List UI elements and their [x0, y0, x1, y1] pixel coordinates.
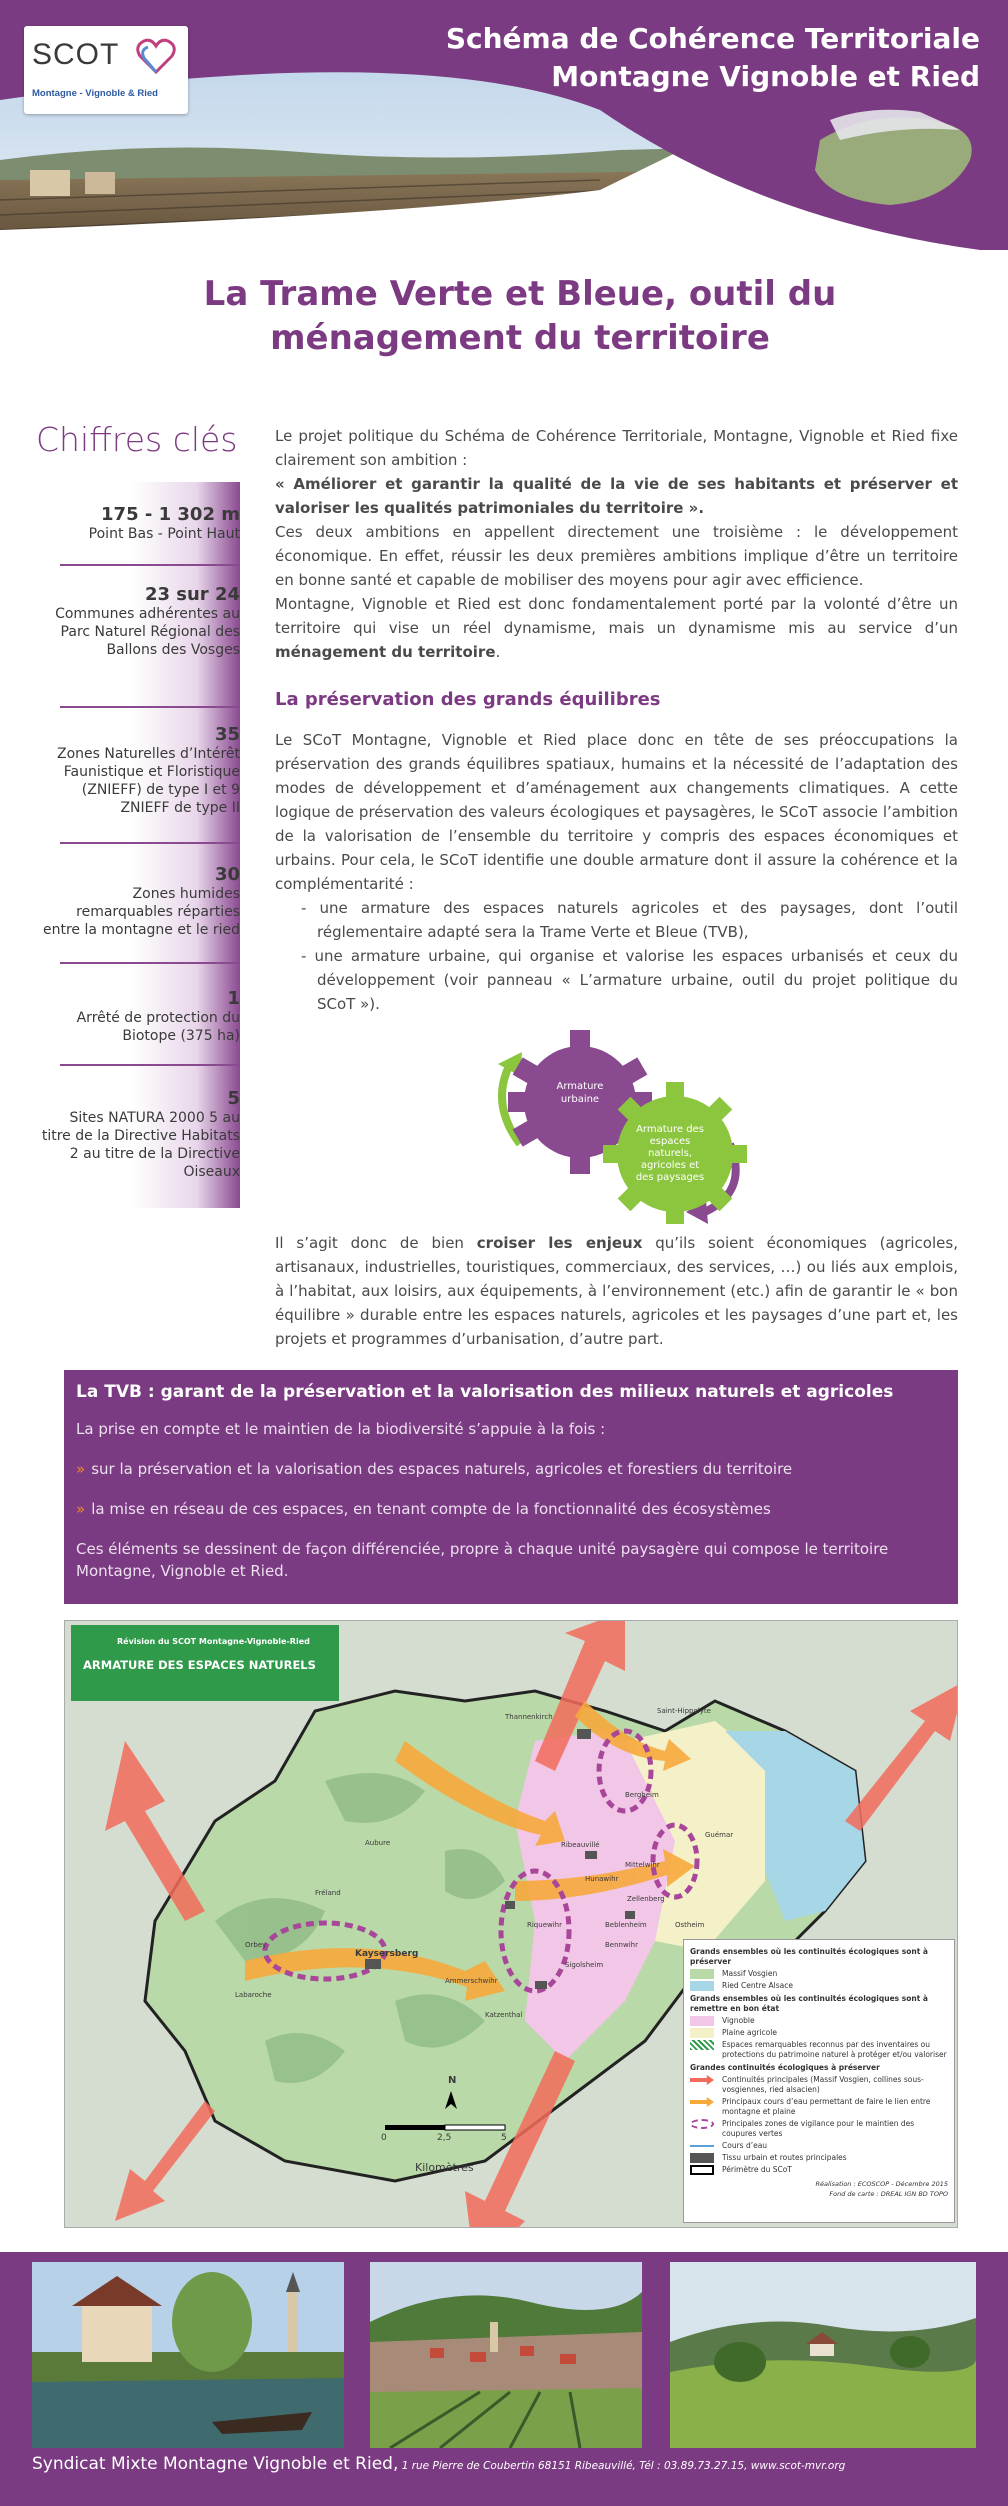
key-figure-value: 1 — [227, 988, 240, 1009]
legend-label: Plaine agricole — [722, 2028, 777, 2037]
town-label: Labaroche — [235, 1991, 272, 1999]
town-label: Sigolsheim — [565, 1961, 604, 1969]
map-title: ARMATURE DES ESPACES NATURELS — [83, 1658, 316, 1672]
photo-meadow-hills — [670, 2262, 976, 2448]
key-figure-text: Zones Naturelles d’Intérêt Faunistique et Floristique (ZNIEFF) de type I et 9 ZNIEFF de type II — [57, 746, 240, 816]
footer-org: Syndicat Mixte Montagne Vignoble et Ried, — [32, 2454, 399, 2474]
list-item: - une armature des espaces naturels agricoles et des paysages, dont l’outil réglementaire adapté sera la Trame Verte et Bleue (TVB), — [301, 896, 958, 944]
key-figure-znieff — [40, 726, 240, 817]
header-banner — [0, 0, 1008, 250]
emphasis: croiser les enjeux — [476, 1234, 643, 1252]
divider — [60, 1064, 240, 1066]
legend-label: Périmètre du SCoT — [722, 2165, 792, 2174]
legend-swatch — [690, 2165, 714, 2175]
divider — [60, 842, 240, 844]
town-label: Ammerschwihr — [445, 1977, 498, 1985]
tvb-bullet: sur la préservation et la valorisation des espaces naturels, agricoles et forestiers du territoire — [91, 1460, 793, 1478]
scot-logo[interactable] — [24, 26, 188, 114]
gear-label-natural: Armature des espaces naturels, agricoles et des paysages — [635, 1124, 705, 1183]
town-label: Bergheim — [625, 1791, 659, 1799]
town-label: Beblenheim — [605, 1921, 647, 1929]
tvb-paragraph: La prise en compte et le maintien de la biodiversité s’appuie à la fois : — [76, 1420, 606, 1438]
photo-village-river — [32, 2262, 344, 2448]
key-figure-text: Zones humides remarquables réparties entre la montagne et le ried — [42, 886, 240, 938]
paragraph: Il s’agit donc de bien — [275, 1234, 464, 1252]
legend-label: Massif Vosgien — [722, 1969, 778, 1978]
legend-swatch — [690, 2153, 714, 2163]
town-label: Saint-Hippolyte — [657, 1707, 711, 1715]
key-figure-communes — [40, 586, 240, 659]
logo-subtitle: Montagne - Vignoble & Ried — [32, 88, 158, 99]
paragraph: qu’ils soient économiques (agricoles, artisanaux, industrielles, touristiques, commerciaux, des services, …) ou liés aux emplois, à l’habitat, aux loisirs, aux équipements, à l’environnement (etc.) afin de garantir le « bon équilibre » durable entre les espaces naturels, agricoles et les paysages d’une part et, les projets et programmes d’urbanisation, d’autre part. — [275, 1234, 958, 1348]
key-figure-text: Sites NATURA 2000 5 au titre de la Directive Habitats 2 au titre de la Directive Oiseaux — [41, 1110, 240, 1180]
town-label: Thannenkirch — [505, 1713, 553, 1721]
emphasis: ménagement du territoire — [275, 643, 496, 661]
town-label: Hunawihr — [585, 1875, 619, 1883]
legend-swatch — [690, 1981, 714, 1991]
legend-swatch — [690, 2028, 714, 2038]
scale-mid: 2,5 — [437, 2133, 452, 2143]
armature-gears-diagram — [480, 1024, 780, 1224]
map-legend — [683, 1939, 955, 2223]
town-label: Ribeauvillé — [561, 1841, 600, 1849]
main-text — [275, 424, 958, 1016]
legend-swatch — [690, 2040, 714, 2050]
divider — [60, 564, 240, 566]
key-figure-value: 175 - 1 302 m — [101, 504, 240, 525]
ambition-quote: « Améliorer et garantir la qualité de la vie de ses habitants et préserver et valoriser les qualités patrimoniales du territoire ». — [275, 475, 958, 517]
paragraph: Le SCoT Montagne, Vignoble et Ried place donc en tête de ses préoccupations la préservation des grands équilibres spatiaux, humains et la nécessité de l’adaptation des modes de développement et d’aménagement aux changements climatiques. A cette logique de préservation des valeurs écologiques et paysagères, le SCoT associe l’ambition de la valorisation de l’ensemble du territoire y compris des espaces économiques et urbains. Pour cela, le SCoT identifie une double armature dont il assure la cohérence et la complémentarité : — [275, 731, 958, 893]
key-figure-value: 5 — [227, 1088, 240, 1109]
tvb-paragraph: Ces éléments se dessinent de façon différenciée, propre à chaque unité paysagère qui compose le territoire Montagne, Vignoble et Ried. — [76, 1540, 889, 1580]
north-label: N — [448, 2075, 457, 2086]
legend-swatch — [690, 2119, 714, 2129]
bullet-arrow-icon: » — [76, 1500, 86, 1518]
gear-label-urban: Armature urbaine — [556, 1081, 604, 1105]
key-figures-title: Chiffres clés — [36, 420, 238, 459]
paragraph: Ces deux ambitions en appellent directement une troisième : le développement économique. En effet, réussir les deux premières ambitions implique d’être un territoire en bonne santé et capable de mobiliser des moyens pour agir avec efficience. — [275, 523, 958, 589]
legend-label: Principaux cours d’eau permettant de faire le lien entre montagne et plaine — [722, 2097, 931, 2116]
armature-list — [275, 896, 958, 1016]
intro-paragraph: Le projet politique du Schéma de Cohérence Territoriale, Montagne, Vignoble et Ried fixe clairement son ambition : — [275, 427, 958, 469]
legend-swatch — [690, 2145, 714, 2147]
legend-heading: Grands ensembles où les continuités écologiques sont à remettre en bon état — [690, 1994, 928, 2013]
town-label: Guémar — [705, 1831, 734, 1839]
map-credit: Fond de carte : DREAL IGN BD TOPO — [829, 2190, 948, 2198]
key-figure-natura2000 — [40, 1090, 240, 1181]
legend-swatch — [690, 1969, 714, 1979]
town-label: Orbey — [245, 1941, 267, 1949]
town-label: Aubure — [365, 1839, 391, 1847]
tvb-box — [64, 1370, 958, 1604]
scale-unit: Kilomètres — [415, 2161, 474, 2174]
bullet-arrow-icon: » — [76, 1460, 86, 1478]
legend-label: Ried Centre Alsace — [722, 1981, 793, 1990]
key-figure-value: 35 — [214, 724, 240, 745]
map-credit: Réalisation : ECOSCOP - Décembre 2015 — [815, 2180, 948, 2188]
town-label: Kaysersberg — [355, 1949, 419, 1959]
punctuation: . — [495, 643, 501, 661]
town-label: Ostheim — [675, 1921, 705, 1929]
photo-town-vineyard — [370, 2262, 642, 2448]
scale-0: 0 — [381, 2133, 387, 2143]
divider — [60, 706, 240, 708]
heart-logo-icon — [136, 38, 176, 74]
key-figure-value: 30 — [214, 864, 240, 885]
divider — [60, 962, 240, 964]
footer-contact — [32, 2454, 845, 2474]
conclusion-text — [275, 1231, 958, 1351]
legend-swatch — [690, 2016, 714, 2026]
town-label: Katzenthal — [485, 2011, 523, 2019]
town-label: Riquewihr — [527, 1921, 562, 1929]
page-title-line2: ménagement du territoire — [270, 318, 770, 358]
key-figure-wetlands — [40, 866, 240, 939]
tvb-bullet: la mise en réseau de ces espaces, en tenant compte de la fonctionnalité des écosystèmes — [91, 1500, 771, 1518]
legend-label: Continuités principales (Massif Vosgien, collines sous-vosgiennes, ried alsacien) — [722, 2075, 924, 2094]
section-heading: La préservation des grands équilibres — [275, 689, 661, 710]
logo-text: SCOT — [32, 38, 120, 71]
legend-label: Cours d’eau — [722, 2141, 768, 2150]
legend-heading: Grands ensembles où les continuités écologiques sont à préserver — [690, 1947, 928, 1966]
natural-armature-map — [64, 1620, 958, 2228]
town-label: Mittelwihr — [625, 1861, 660, 1869]
legend-heading: Grandes continuités écologiques à préserver — [690, 2063, 880, 2072]
map-revision-label: Révision du SCOT Montagne-Vignoble-Ried — [117, 1637, 310, 1646]
key-figure-altitude — [40, 506, 240, 543]
orange-arrow-icon — [690, 2097, 714, 2107]
town-label: Fréland — [315, 1889, 341, 1897]
key-figure-biotope — [40, 990, 240, 1045]
legend-label: Vignoble — [722, 2016, 755, 2025]
town-label: Bennwihr — [605, 1941, 638, 1949]
key-figure-value: 23 sur 24 — [144, 584, 240, 605]
tvb-title: La TVB : garant de la préservation et la valorisation des milieux naturels et agricoles — [76, 1382, 894, 1402]
page-title-line1: La Trame Verte et Bleue, outil du — [203, 274, 837, 314]
scale-5: 5 — [501, 2133, 507, 2143]
key-figure-text: Point Bas - Point Haut — [88, 526, 240, 542]
footer-address: 1 rue Pierre de Coubertin 68151 Ribeauvillé, Tél : 03.89.73.27.15, www.scot-mvr.org — [398, 2460, 846, 2472]
key-figure-text: Communes adhérentes au Parc Naturel Régional des Ballons des Vosges — [55, 606, 240, 658]
map-title-box — [71, 1625, 339, 1701]
paragraph: Montagne, Vignoble et Ried est donc fondamentalement porté par la volonté d’être un territoire qui vise un réel dynamisme, mais un dynamisme mis au service d’un — [275, 595, 958, 637]
red-arrow-icon — [690, 2075, 714, 2085]
page-title — [180, 272, 860, 360]
legend-label: Principales zones de vigilance pour le maintien des coupures vertes — [722, 2119, 915, 2138]
key-figure-text: Arrêté de protection du Biotope (375 ha) — [76, 1010, 240, 1044]
header-title-line2: Montagne Vignoble et Ried — [551, 60, 980, 93]
header-title-line1: Schéma de Cohérence Territoriale — [445, 22, 980, 55]
legend-label: Tissu urbain et routes principales — [722, 2153, 847, 2162]
list-item: - une armature urbaine, qui organise et valorise les espaces urbanisés et ceux du développement (voir panneau « L’armature urbaine, outil du projet politique du SCoT »). — [301, 944, 958, 1016]
town-label: Zellenberg — [627, 1895, 665, 1903]
legend-label: Espaces remarquables reconnus par des inventaires ou protections du patrimoine naturel à protéger et/ou valoriser — [722, 2040, 947, 2059]
